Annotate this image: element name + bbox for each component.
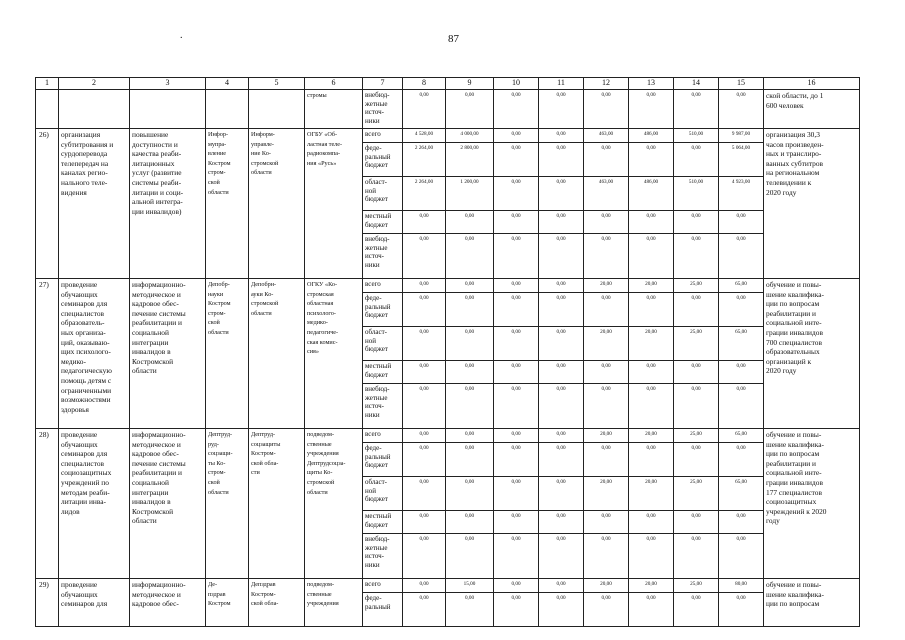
funding-value: 2 264,00 [403, 143, 446, 177]
funding-value: 0,00 [446, 429, 494, 443]
funding-value: 0,00 [674, 384, 719, 429]
funding-value: 0,00 [494, 534, 539, 579]
activity-goal: повышение доступности и качества реаби- литационных услуг (развитие системы реаби- литации и соци- альной интегра- ции инвалидов) [130, 129, 206, 279]
responsible-body: Де- пздрав Костром [206, 579, 249, 627]
funding-value: 25,00 [674, 429, 719, 443]
funding-value: 0,00 [539, 511, 584, 534]
cont-result: ской области, до 1 600 человек [764, 90, 860, 129]
funding-value: 25,00 [674, 279, 719, 293]
activity-name: проведение обучающих семинаров для специалистов социозащитных учреждений по методам реаби- литации инва- лидов [59, 429, 130, 579]
funding-value: 0,00 [403, 279, 446, 293]
funding-value: 0,00 [539, 143, 584, 177]
funding-value: 15,00 [446, 579, 494, 593]
funding-value: 0,00 [539, 443, 584, 477]
column-number-9: 9 [446, 78, 494, 90]
funding-value: 2 800,00 [446, 143, 494, 177]
funding-source: феде- ральный [363, 593, 403, 627]
funding-value: 510,00 [674, 129, 719, 143]
cont-value: 0,00 [719, 90, 764, 129]
column-number-14: 14 [674, 78, 719, 90]
funding-value: 0,00 [494, 361, 539, 384]
column-number-7: 7 [363, 78, 403, 90]
cont-empty [206, 90, 249, 129]
column-number-6: 6 [305, 78, 363, 90]
expected-result: обучение и повы- шение квалифика- ции по вопросам [764, 579, 860, 627]
page-number: 87 [448, 33, 459, 45]
funding-value: 0,00 [446, 293, 494, 327]
funding-source: внебюд- жетные источ- ники [363, 534, 403, 579]
funding-value: 20,00 [584, 579, 629, 593]
cont-funding-source: внебюд- жетные источ- ники [363, 90, 403, 129]
funding-source: местный бюджет [363, 211, 403, 234]
funding-value: 0,00 [446, 477, 494, 511]
funding-source: всего [363, 429, 403, 443]
funding-value: 0,00 [494, 129, 539, 143]
funding-value: 0,00 [584, 143, 629, 177]
funding-value: 1 200,00 [446, 177, 494, 211]
funding-value: 0,00 [629, 211, 674, 234]
funding-value: 0,00 [674, 534, 719, 579]
funding-value: 0,00 [403, 511, 446, 534]
funding-value: 0,00 [403, 429, 446, 443]
column-number-2: 2 [59, 78, 130, 90]
funding-value: 0,00 [403, 234, 446, 279]
funding-source: внебюд- жетные источ- ники [363, 234, 403, 279]
funding-value: 0,00 [494, 143, 539, 177]
funding-value: 0,00 [674, 593, 719, 627]
funding-value: 0,00 [719, 511, 764, 534]
cont-value: 0,00 [584, 90, 629, 129]
funding-value: 20,00 [629, 327, 674, 361]
funding-value: 0,00 [494, 429, 539, 443]
responsible-body: Инфор- мупра- вление Костром стром- ской области [206, 129, 249, 279]
executor: подведом- ственные учреждения Дептрудсоцза- щиты Ко- стромской области [305, 429, 363, 579]
funding-value: 0,00 [494, 477, 539, 511]
funding-value: 65,00 [719, 477, 764, 511]
cont-empty [36, 90, 59, 129]
funding-value: 0,00 [719, 293, 764, 327]
funding-value: 0,00 [719, 534, 764, 579]
activity-row [36, 579, 860, 593]
funding-value: 0,00 [539, 177, 584, 211]
activity-row [36, 429, 860, 443]
funding-value: 0,00 [539, 534, 584, 579]
funding-value: 0,00 [584, 534, 629, 579]
funding-source: всего [363, 129, 403, 143]
activity-number: 29) [36, 579, 59, 627]
funding-value: 0,00 [403, 293, 446, 327]
funding-value: 20,00 [629, 279, 674, 293]
responsible-body: Депобр- науки Костром стром- ской области [206, 279, 249, 429]
funding-value: 0,00 [539, 361, 584, 384]
funding-value: 0,00 [629, 534, 674, 579]
cont-value: 0,00 [539, 90, 584, 129]
funding-value: 25,00 [674, 327, 719, 361]
funding-value: 4 923,00 [719, 177, 764, 211]
funding-value: 0,00 [584, 443, 629, 477]
funding-value: 4 000,00 [446, 129, 494, 143]
funding-value: 0,00 [674, 143, 719, 177]
funding-value: 0,00 [539, 429, 584, 443]
funding-value: 0,00 [674, 443, 719, 477]
expected-result: обучение и повы- шение квалифика- ции по вопросам реабилитации и социальной инте- грации инвалидов 700 специалистов образовательных организаций к 2020 году [764, 279, 860, 429]
funding-value: 0,00 [719, 443, 764, 477]
cont-empty [59, 90, 130, 129]
column-number-1: 1 [36, 78, 59, 90]
funding-value: 20,00 [584, 477, 629, 511]
funding-value: 463,00 [584, 129, 629, 143]
column-number-12: 12 [584, 78, 629, 90]
funding-value: 0,00 [494, 279, 539, 293]
funding-value: 0,00 [539, 593, 584, 627]
funding-value: 486,00 [629, 177, 674, 211]
funding-source: всего [363, 279, 403, 293]
activity-row [36, 279, 860, 293]
co-executor: Депздрав Костром- ской обла- [249, 579, 305, 627]
funding-value: 0,00 [446, 211, 494, 234]
expected-result: обучение и повы- шение квалифика- ции по вопросам реабилитации и социальной инте- грации инвалидов 177 специалистов социозащитных учреждений к 2020 году [764, 429, 860, 579]
funding-value: 0,00 [494, 293, 539, 327]
funding-value: 20,00 [584, 279, 629, 293]
activity-goal: информационно- методическое и кадровое обес- печение системы реабилитации и социальной интеграции инвалидов в Костромской области [130, 279, 206, 429]
funding-source: област- ной бюджет [363, 477, 403, 511]
funding-value: 0,00 [446, 361, 494, 384]
stray-dot: . [180, 30, 183, 41]
funding-value: 0,00 [446, 443, 494, 477]
funding-source: всего [363, 579, 403, 593]
funding-value: 0,00 [674, 511, 719, 534]
funding-value: 0,00 [629, 443, 674, 477]
table-body [36, 78, 860, 627]
funding-value: 0,00 [674, 293, 719, 327]
column-number-row [36, 78, 860, 90]
funding-value: 0,00 [584, 511, 629, 534]
funding-value: 25,00 [674, 579, 719, 593]
funding-value: 0,00 [494, 327, 539, 361]
funding-value: 0,00 [403, 477, 446, 511]
activity-row [36, 129, 860, 143]
funding-value: 0,00 [446, 279, 494, 293]
cont-empty [249, 90, 305, 129]
responsible-body: Дептруд- руд- соцзащи- ты Ко- стром- ской области [206, 429, 249, 579]
funding-value: 0,00 [403, 593, 446, 627]
continuation-row [36, 90, 860, 129]
funding-value: 9 987,00 [719, 129, 764, 143]
funding-value: 0,00 [446, 534, 494, 579]
funding-value: 65,00 [719, 279, 764, 293]
funding-value: 0,00 [494, 511, 539, 534]
funding-value: 0,00 [446, 593, 494, 627]
funding-value: 510,00 [674, 177, 719, 211]
co-executor: Информ- управле- ние Ко- стромской области [249, 129, 305, 279]
funding-value: 20,00 [584, 429, 629, 443]
funding-value: 65,00 [719, 429, 764, 443]
funding-value: 0,00 [629, 511, 674, 534]
funding-source: феде- ральный бюджет [363, 443, 403, 477]
funding-value: 0,00 [446, 511, 494, 534]
funding-value: 4 528,00 [403, 129, 446, 143]
funding-source: внебюд- жетные источ- ники [363, 384, 403, 429]
funding-value: 20,00 [629, 429, 674, 443]
funding-value: 0,00 [446, 384, 494, 429]
column-number-11: 11 [539, 78, 584, 90]
funding-value: 0,00 [403, 211, 446, 234]
funding-value: 0,00 [584, 234, 629, 279]
funding-value: 5 064,00 [719, 143, 764, 177]
cont-value: 0,00 [446, 90, 494, 129]
funding-value: 0,00 [539, 579, 584, 593]
funding-value: 463,00 [584, 177, 629, 211]
column-number-8: 8 [403, 78, 446, 90]
funding-value: 0,00 [539, 327, 584, 361]
funding-value: 0,00 [584, 293, 629, 327]
funding-source: местный бюджет [363, 361, 403, 384]
cont-empty [130, 90, 206, 129]
funding-value: 0,00 [446, 234, 494, 279]
funding-value: 0,00 [494, 443, 539, 477]
funding-value: 20,00 [629, 477, 674, 511]
expected-result: организация 30,3 часов произведен- ных и транслиро- ванных субтитров на региональном телевидении к 2020 году [764, 129, 860, 279]
funding-value: 0,00 [539, 279, 584, 293]
funding-value: 486,00 [629, 129, 674, 143]
funding-value: 0,00 [494, 211, 539, 234]
funding-value: 0,00 [629, 143, 674, 177]
cont-value: 0,00 [674, 90, 719, 129]
funding-value: 0,00 [629, 361, 674, 384]
funding-value: 2 264,00 [403, 177, 446, 211]
activity-number: 28) [36, 429, 59, 579]
funding-value: 80,00 [719, 579, 764, 593]
co-executor: Дептруд- соцзащиты Костром- ской обла- сти [249, 429, 305, 579]
funding-value: 0,00 [494, 593, 539, 627]
funding-value: 0,00 [629, 234, 674, 279]
funding-value: 0,00 [403, 361, 446, 384]
funding-value: 0,00 [539, 293, 584, 327]
activity-goal: информационно- методическое и кадровое обес- [130, 579, 206, 627]
funding-value: 0,00 [719, 593, 764, 627]
cont-executor: стромы [305, 90, 363, 129]
column-number-10: 10 [494, 78, 539, 90]
funding-value: 0,00 [674, 211, 719, 234]
funding-value: 0,00 [539, 477, 584, 511]
funding-value: 20,00 [584, 327, 629, 361]
activity-name: проведение обучающих семинаров для [59, 579, 130, 627]
funding-value: 0,00 [494, 579, 539, 593]
program-activities-table [35, 77, 860, 627]
funding-source: феде- ральный бюджет [363, 293, 403, 327]
funding-value: 0,00 [629, 293, 674, 327]
co-executor: Депобрн- ауки Ко- стромской области [249, 279, 305, 429]
column-number-15: 15 [719, 78, 764, 90]
funding-value: 0,00 [403, 443, 446, 477]
funding-value: 0,00 [539, 129, 584, 143]
funding-value: 65,00 [719, 327, 764, 361]
funding-value: 0,00 [674, 361, 719, 384]
funding-value: 0,00 [629, 384, 674, 429]
column-number-16: 16 [764, 78, 860, 90]
funding-value: 0,00 [494, 384, 539, 429]
cont-value: 0,00 [403, 90, 446, 129]
funding-value: 0,00 [584, 211, 629, 234]
executor: ОГКУ «Ко- стромская областная психолого- медико- педагогиче- ская комис- сия» [305, 279, 363, 429]
activity-name: организация субтитрования и сурдоперевода телепередач на каналах регио- нального теле- видения [59, 129, 130, 279]
column-number-5: 5 [249, 78, 305, 90]
activity-number: 26) [36, 129, 59, 279]
funding-value: 25,00 [674, 477, 719, 511]
column-number-4: 4 [206, 78, 249, 90]
funding-source: феде- ральный бюджет [363, 143, 403, 177]
funding-value: 0,00 [719, 234, 764, 279]
activity-name: проведение обучающих семинаров для специалистов образователь- ных организа- ций, оказываю- щих психолого- медико- педагогическую помощь детям с ограниченными возможностями здоровья [59, 279, 130, 429]
funding-source: местный бюджет [363, 511, 403, 534]
executor: подведом- ственные учреждения [305, 579, 363, 627]
funding-value: 0,00 [584, 593, 629, 627]
funding-value: 0,00 [584, 384, 629, 429]
funding-source: област- ной бюджет [363, 327, 403, 361]
funding-value: 0,00 [403, 384, 446, 429]
funding-source: област- ной бюджет [363, 177, 403, 211]
activity-number: 27) [36, 279, 59, 429]
activity-goal: информационно- методическое и кадровое обес- печение системы реабилитации и социальной интеграции инвалидов в Костромской области [130, 429, 206, 579]
funding-value: 0,00 [584, 361, 629, 384]
column-number-13: 13 [629, 78, 674, 90]
funding-value: 20,00 [629, 579, 674, 593]
funding-value: 0,00 [403, 327, 446, 361]
funding-value: 0,00 [403, 579, 446, 593]
funding-value: 0,00 [539, 384, 584, 429]
funding-value: 0,00 [629, 593, 674, 627]
funding-value: 0,00 [494, 177, 539, 211]
funding-value: 0,00 [719, 384, 764, 429]
funding-value: 0,00 [719, 211, 764, 234]
funding-value: 0,00 [494, 234, 539, 279]
funding-value: 0,00 [719, 361, 764, 384]
executor: ОГБУ «Об- ластная теле- радиокомпа- ния «Русь» [305, 129, 363, 279]
funding-value: 0,00 [403, 534, 446, 579]
funding-value: 0,00 [539, 211, 584, 234]
funding-value: 0,00 [539, 234, 584, 279]
cont-value: 0,00 [629, 90, 674, 129]
funding-value: 0,00 [446, 327, 494, 361]
cont-value: 0,00 [494, 90, 539, 129]
funding-value: 0,00 [674, 234, 719, 279]
column-number-3: 3 [130, 78, 206, 90]
